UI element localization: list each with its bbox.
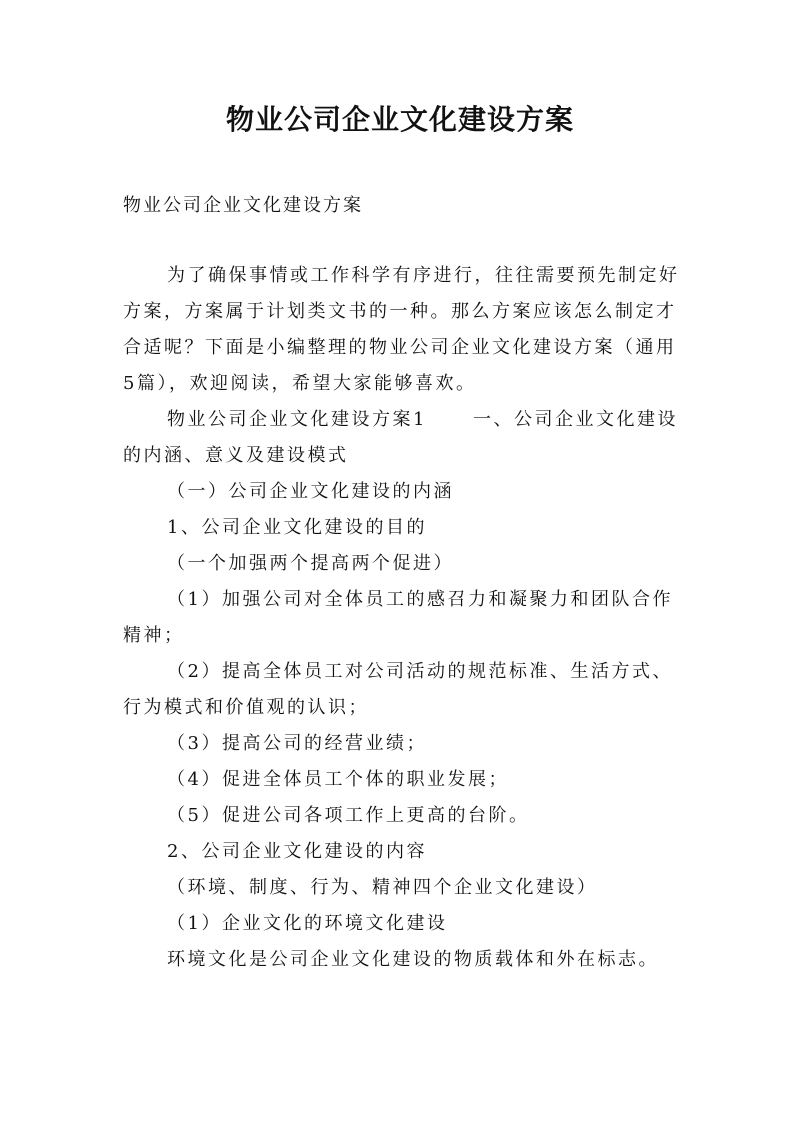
section-subtitle: 一、公司企业文化建设的内涵、意义及建设模式 xyxy=(123,409,678,466)
list-item-4: （4）促进全体员工个体的职业发展； xyxy=(167,769,509,790)
intro-paragraph: 为了确保事情或工作科学有序进行，往往需要预先制定好方案，方案属于计划类文书的一种。那么方案应该怎么制定才合适呢？下面是小编整理的物业公司企业文化建设方案（通用5篇），欢迎阅读，希望大家能够喜欢。 xyxy=(123,265,680,394)
document-body xyxy=(123,258,683,978)
section-heading-1 xyxy=(123,402,683,474)
list-item-2: （2）提高全体员工对公司活动的规范标准、生活方式、行为模式和价值观的认识； xyxy=(123,661,673,718)
list-heading-1: 1、公司企业文化建设的目的 xyxy=(167,517,427,538)
list-item-1: （1）加强公司对全体员工的感召力和凝聚力和团队合作精神； xyxy=(123,589,673,646)
document-subtitle: 物业公司企业文化建设方案 xyxy=(123,195,363,216)
closing-paragraph: 环境文化是公司企业文化建设的物质载体和外在标志。 xyxy=(167,949,659,970)
list-heading-2: 2、公司企业文化建设的内容 xyxy=(167,841,427,862)
list-note-2: （环境、制度、行为、精神四个企业文化建设） xyxy=(167,877,598,898)
list-item-5: （5）促进公司各项工作上更高的台阶。 xyxy=(167,805,530,826)
document-title: 物业公司企业文化建设方案 xyxy=(225,103,574,136)
list-item-6: （1）企业文化的环境文化建设 xyxy=(167,913,448,934)
subsection-heading: （一）公司企业文化建设的内涵 xyxy=(167,481,454,502)
list-note-1: （一个加强两个提高两个促进） xyxy=(167,553,454,574)
section-title: 物业公司企业文化建设方案1 xyxy=(167,409,427,430)
list-item-3: （3）提高公司的经营业绩； xyxy=(167,733,427,754)
